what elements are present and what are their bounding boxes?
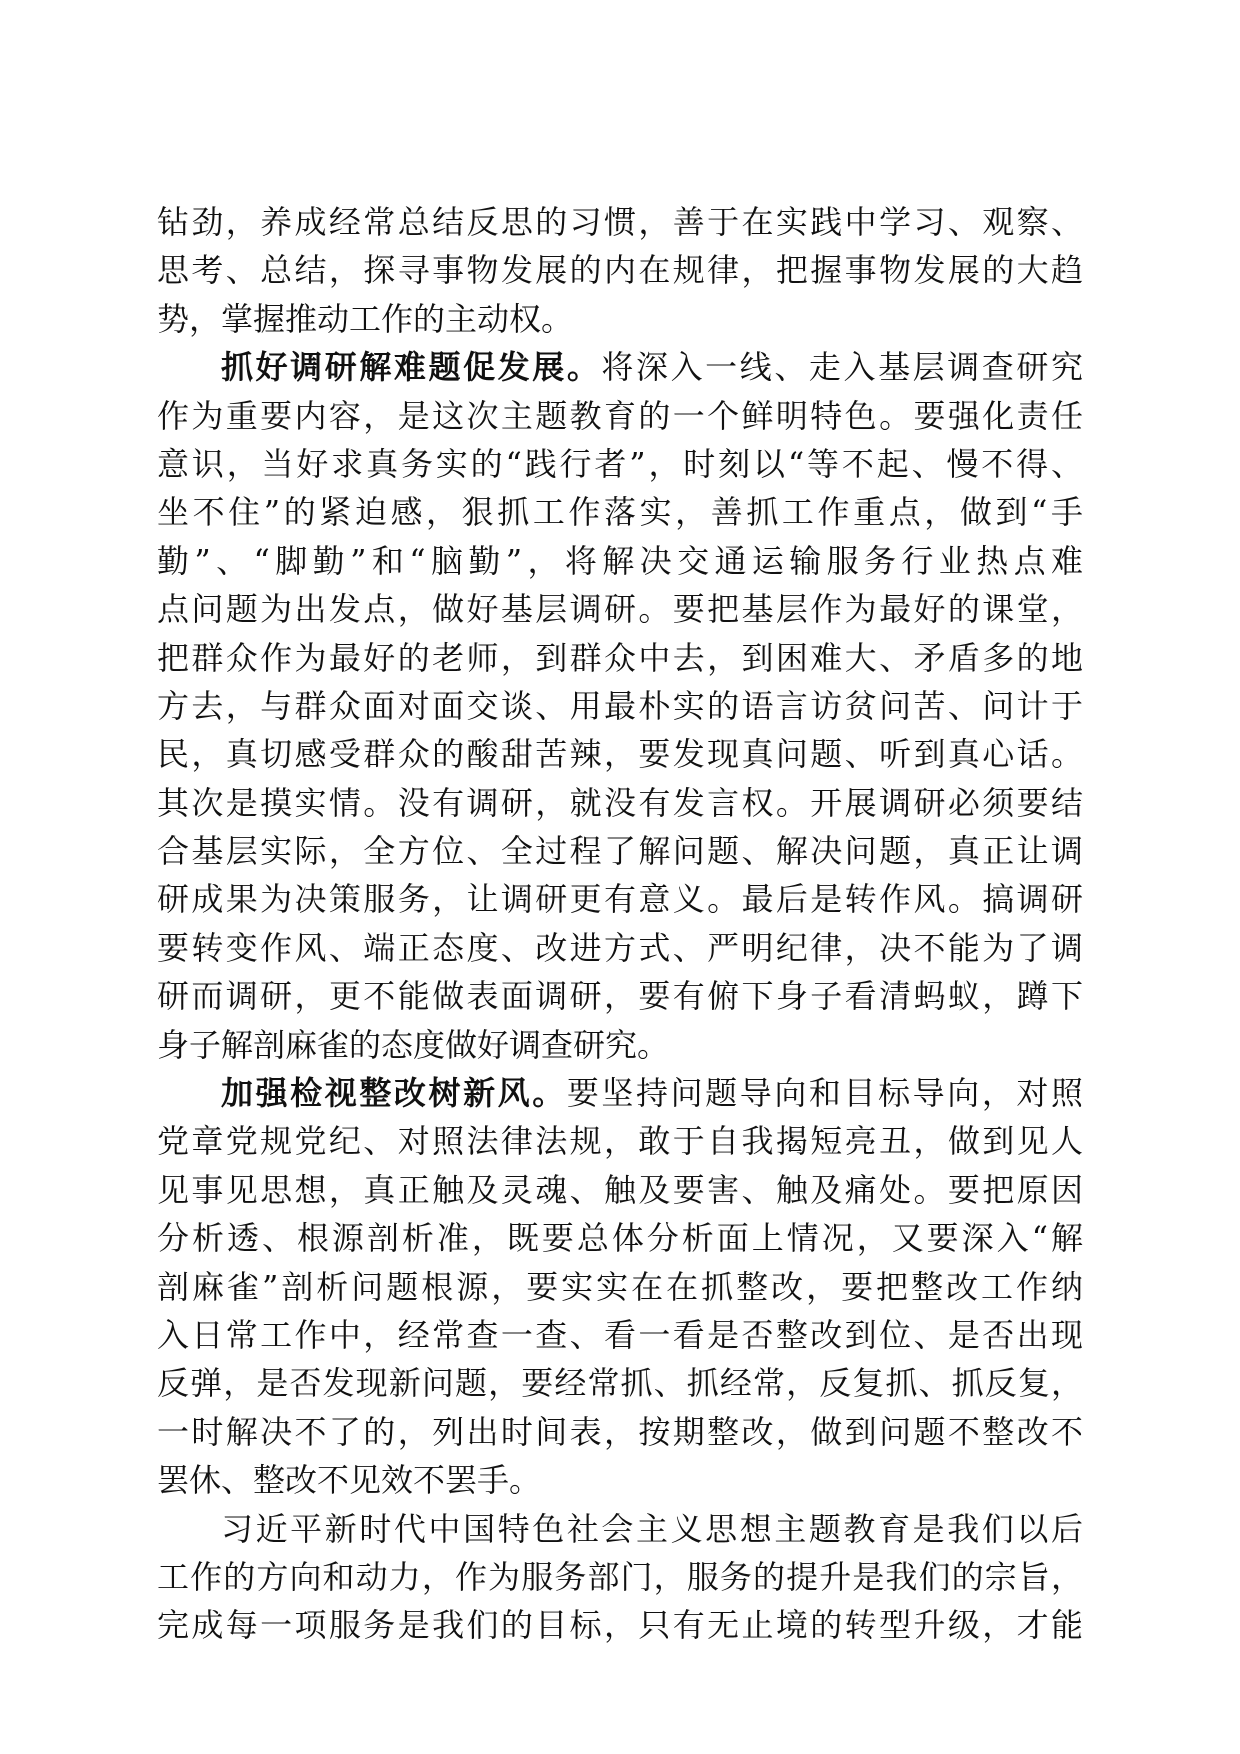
paragraph-2 — [157, 343, 1083, 1069]
text-line: 坐不住”的紧迫感，狠抓工作落实，善抓工作重点，做到“手 — [157, 493, 1083, 532]
text-line: 一时解决不了的，列出时间表，按期整改，做到问题不整改不 — [157, 1412, 1083, 1451]
text-line: 身子解剖麻雀的态度做好调查研究。 — [157, 1025, 670, 1064]
text-line: 工作的方向和动力，作为服务部门，服务的提升是我们的宗旨， — [157, 1557, 1083, 1596]
text-line: 合基层实际，全方位、全过程了解问题、解决问题，真正让调 — [157, 832, 1083, 871]
text-run: 将深入一线、走入基层调查研究 — [601, 348, 1083, 387]
text-line: 要转变作风、端正态度、改进方式、严明纪律，决不能为了调 — [157, 928, 1083, 967]
document-body — [157, 198, 1083, 1650]
text-line: 党章党规党纪、对照法律法规，敢于自我揭短亮丑，做到见人 — [157, 1122, 1083, 1161]
text-line: 民，真切感受群众的酸甜苦辣，要发现真问题、听到真心话。 — [157, 735, 1083, 774]
paragraph-1 — [157, 198, 1083, 343]
section-heading: 抓好调研解难题促发展。 — [221, 348, 602, 387]
text-line: 思考、总结，探寻事物发展的内在规律，把握事物发展的大趋 — [157, 251, 1083, 290]
text-run: 要坚持问题导向和目标导向，对照 — [566, 1074, 1083, 1113]
text-line: 其次是摸实情。没有调研，就没有发言权。开展调研必须要结 — [157, 783, 1083, 822]
text-line: 势，掌握推动工作的主动权。 — [157, 299, 574, 338]
text-line: 完成每一项服务是我们的目标，只有无止境的转型升级，才能 — [157, 1606, 1083, 1645]
text-line: 钻劲，养成经常总结反思的习惯，善于在实践中学习、观察、 — [157, 203, 1083, 241]
text-line: 方去，与群众面对面交谈、用最朴实的语言访贫问苦、问计于 — [157, 686, 1083, 725]
text-line: 剖麻雀”剖析问题根源，要实实在在抓整改，要把整改工作纳 — [157, 1267, 1083, 1306]
text-line: 见事见思想，真正触及灵魂、触及要害、触及痛处。要把原因 — [157, 1170, 1083, 1209]
paragraph-first-line — [157, 1069, 1083, 1117]
section-heading: 加强检视整改树新风。 — [221, 1074, 567, 1113]
paragraph-first-line — [157, 343, 1083, 391]
text-line: 研而调研，更不能做表面调研，要有俯下身子看清蚂蚁，蹲下 — [157, 977, 1083, 1016]
text-line: 把群众作为最好的老师，到群众中去，到困难大、矛盾多的地 — [157, 638, 1083, 677]
text-line: 勤”、“脚勤”和“脑勤”，将解决交通运输服务行业热点难 — [157, 541, 1083, 580]
text-line: 反弹，是否发现新问题，要经常抓、抓经常，反复抓、抓反复， — [157, 1364, 1083, 1403]
paragraph-first-line: 习近平新时代中国特色社会主义思想主题教育是我们以后 — [221, 1509, 1083, 1548]
text-line: 作为重要内容，是这次主题教育的一个鲜明特色。要强化责任 — [157, 396, 1083, 435]
text-line: 入日常工作中，经常查一查、看一看是否整改到位、是否出现 — [157, 1315, 1083, 1354]
text-line: 意识，当好求真务实的“践行者”，时刻以“等不起、慢不得、 — [157, 444, 1083, 483]
text-line: 研成果为决策服务，让调研更有意义。最后是转作风。搞调研 — [157, 880, 1083, 919]
paragraph-4 — [157, 1505, 1083, 1650]
text-line: 罢休、整改不见效不罢手。 — [157, 1461, 542, 1500]
text-line: 点问题为出发点，做好基层调研。要把基层作为最好的课堂， — [157, 590, 1083, 629]
text-line: 分析透、根源剖析准，既要总体分析面上情况，又要深入“解 — [157, 1219, 1083, 1258]
paragraph-3 — [157, 1069, 1083, 1505]
